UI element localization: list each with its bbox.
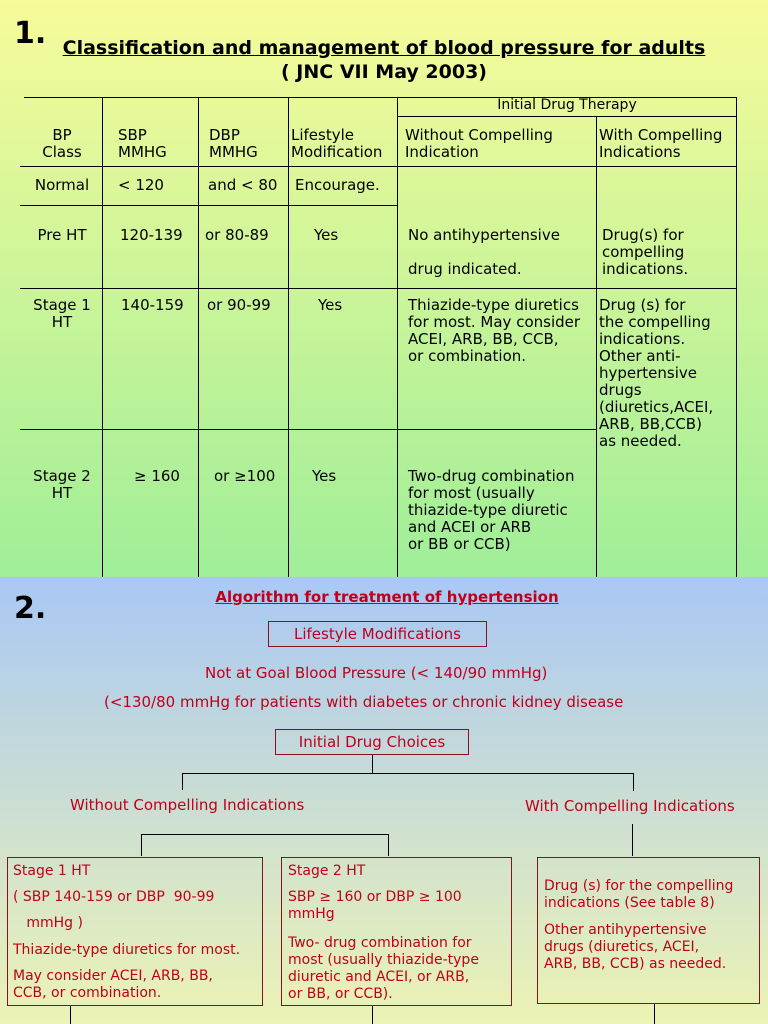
row-stage1-without: Thiazide-type diuretics for most. May consider ACEI, ARB, BB, CCB, or combination. [408,296,581,365]
initial-drug-choices-box [275,729,469,755]
header-dbp: DBP MMHG [209,126,258,161]
lifestyle-modifications-label: Lifestyle Modifications [293,625,461,643]
section-1-title: Classification and management of blood pressure for adults [62,37,706,59]
row-stage1-with: Drug (s) for the compelling indications. Other anti- hypertensive drugs (diuretics,ACEI, ARB, BB,CCB) as needed. [599,296,714,450]
row-preht-dbp: or 80-89 [205,226,269,244]
row-stage2-without: Two-drug combination for most (usually thiazide-type diuretic and ACEI or ARB or BB or CCB) [408,467,575,553]
connector-line [372,755,373,774]
row-stage2-sbp: ≥ 160 [134,467,180,485]
stage2-range: SBP ≥ 160 or DBP ≥ 100 mmHg [288,889,462,922]
connector-line-compelling [632,824,633,856]
header-with-compelling: With Compelling Indications [599,126,723,161]
stage2-therapy: Two- drug combination for most (usually thiazide-type diuretic and ACEI, or ARB, or BB, or CCB). [288,935,479,1002]
compelling-other-drugs: Other antihypertensive drugs (diuretics, ACEI, ARB, BB, CCB) as needed. [544,922,727,972]
not-at-goal-text: Not at Goal Blood Pressure (< 140/90 mmHg) [205,664,548,682]
initial-drug-choices-label: Initial Drug Choices [298,733,446,751]
stage1-treatment-box [7,857,263,1006]
row-preht-class: Pre HT [37,226,87,244]
row-stage2-dbp: or ≥100 [214,467,276,485]
row-stage2-class: Stage 2 HT [33,467,91,502]
compelling-drugs: Drug (s) for the compelling indications (See table 8) [544,878,734,911]
connector-line-right [633,773,634,791]
row-stage1-lifestyle: Yes [318,296,343,314]
not-at-goal-diabetes-text: (<130/80 mmHg for patients with diabetes or chronic kidney disease [104,693,624,711]
connector-line-bottom-3 [654,1004,655,1024]
stage2-heading: Stage 2 HT [288,863,366,879]
compelling-treatment-box [537,857,760,1004]
row-preht-lifestyle: Yes [314,226,339,244]
branch-line [182,773,634,774]
row-stage1-sbp: 140-159 [121,296,184,314]
section-1-subtitle: ( JNC VII May 2003) [281,61,487,83]
row-normal-dbp: and < 80 [208,176,278,194]
connector-line-left [182,773,183,790]
algorithm-section [0,577,768,1024]
row-stage2-lifestyle: Yes [312,467,337,485]
connector-line-bottom-2 [372,1006,373,1024]
header-lifestyle: Lifestyle Modification [291,126,383,161]
section-1-number: 1. [14,16,47,51]
row-normal-class: Normal [34,176,90,194]
stage1-range: ( SBP 140-159 or DBP 90-99 [13,889,215,905]
algorithm-title: Algorithm for treatment of hypertension [215,588,559,606]
without-compelling-label: Without Compelling Indications [70,796,305,814]
row-stage1-class: Stage 1 HT [33,296,91,331]
stage1-heading: Stage 1 HT [13,863,91,879]
row-stage1-dbp: or 90-99 [207,296,271,314]
stage2-treatment-box [281,857,512,1006]
stage1-units: mmHg ) [13,915,83,931]
with-compelling-label: With Compelling Indications [525,797,735,815]
stage1-alternatives: May consider ACEI, ARB, BB, CCB, or combination. [13,968,213,1001]
connector-line-bottom-1 [70,1006,71,1024]
stage1-therapy: Thiazide-type diuretics for most. [13,942,241,958]
lifestyle-modifications-box [268,621,487,647]
group-header-initial-drug-therapy: Initial Drug Therapy [497,97,637,113]
header-sbp: SBP MMHG [118,126,167,161]
header-without-compelling: Without Compelling Indication [405,126,553,161]
row-normal-lifestyle: Encourage. [295,176,380,194]
row-preht-with: Drug(s) for compelling indications. [602,226,689,278]
connector-line-stage2 [388,834,389,856]
subbranch-line [141,834,388,835]
section-2-number: 2. [14,591,47,626]
header-bp-class: BP Class [42,126,82,161]
row-preht-without: No antihypertensive drug indicated. [408,226,560,278]
row-preht-sbp: 120-139 [120,226,183,244]
connector-line-stage1 [141,834,142,856]
row-normal-sbp: < 120 [118,176,164,194]
